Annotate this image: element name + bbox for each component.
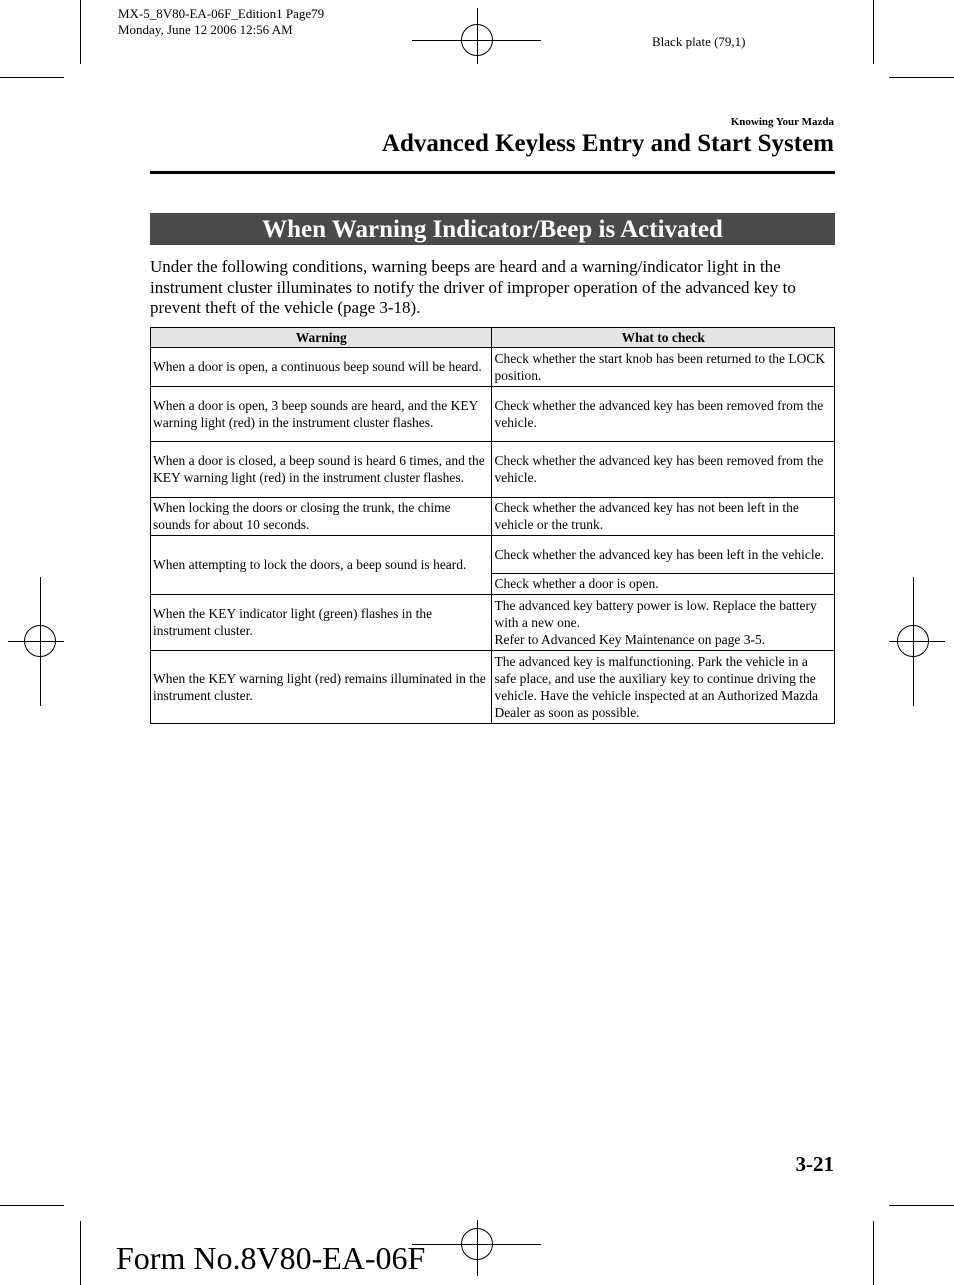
check-cell: Check whether the advanced key has been left in the vehicle. [492,536,835,574]
print-timestamp: Monday, June 12 2006 12:56 AM [118,22,293,37]
check-cell: Check whether the start knob has been returned to the LOCK position. [492,348,835,387]
check-cell [492,595,835,651]
warning-cell: When the KEY warning light (red) remains illuminated in the instrument cluster. [151,651,492,724]
table-row [151,595,835,651]
check-line: Refer to Advanced Key Maintenance on page 3-5. [494,631,766,647]
table-header-row [151,328,835,348]
warning-cell: When attempting to lock the doors, a beep sound is heard. [151,536,492,595]
topic-banner [150,213,835,245]
check-cell: Check whether a door is open. [492,574,835,595]
table-row [151,348,835,387]
plate-label: Black plate (79,1) [652,34,746,49]
warning-cell: When the KEY indicator light (green) flashes in the instrument cluster. [151,595,492,651]
chapter-title: Advanced Keyless Entry and Start System [381,130,834,157]
header-what-to-check: What to check [492,328,835,348]
intro-paragraph: Under the following conditions, warning beeps are heard and a warning/indicator light in the instrument cluster illuminates to notify the driver of improper operation of the advanced key to prevent theft of the vehicle (page 3-18). [150,257,796,317]
form-number: Form No.8V80-EA-06F [116,1240,426,1276]
print-file-info [118,6,324,38]
check-cell: Check whether the advanced key has been removed from the vehicle. [492,387,835,442]
warning-cell: When a door is open, a continuous beep sound will be heard. [151,348,492,387]
check-line: The advanced key battery power is low. Replace the battery with a new one. [494,597,817,630]
chapter-divider [150,171,835,174]
check-cell: The advanced key is malfunctioning. Park the vehicle in a safe place, and use the auxiliary key to continue driving the vehicle. Have the vehicle inspected at an Authorized Mazda Dealer as soon as possible. [492,651,835,724]
table-row [151,387,835,442]
warning-cell: When a door is open, 3 beep sounds are heard, and the KEY warning light (red) in the instrument cluster flashes. [151,387,492,442]
warning-cell: When locking the doors or closing the trunk, the chime sounds for about 10 seconds. [151,498,492,536]
warning-cell: When a door is closed, a beep sound is heard 6 times, and the KEY warning light (red) in the instrument cluster flashes. [151,442,492,498]
table-row [151,651,835,724]
check-cell: Check whether the advanced key has not been left in the vehicle or the trunk. [492,498,835,536]
warning-table [150,327,835,724]
table-row [151,498,835,536]
topic-title: When Warning Indicator/Beep is Activated [262,216,723,243]
page-number: 3-21 [795,1152,834,1176]
header-warning: Warning [151,328,492,348]
table-row [151,442,835,498]
check-cell: Check whether the advanced key has been removed from the vehicle. [492,442,835,498]
print-file-name: MX-5_8V80-EA-06F_Edition1 Page79 [118,6,325,21]
table-row [151,536,835,574]
section-title: Knowing Your Mazda [730,116,834,128]
